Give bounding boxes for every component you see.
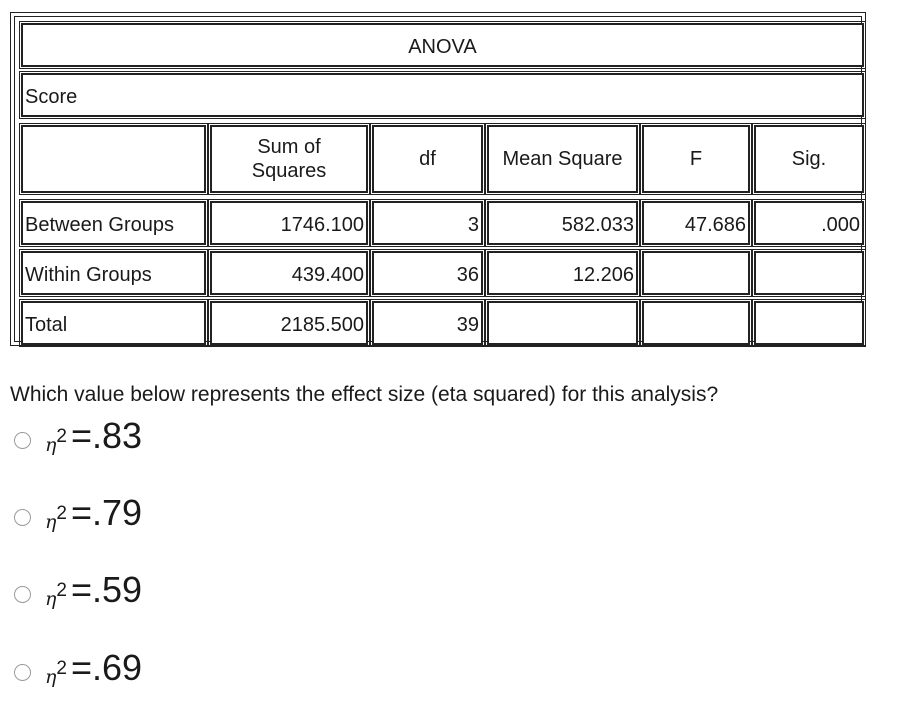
header-df: df: [372, 125, 483, 193]
cell-sig: [754, 251, 864, 295]
option-value: =.59: [70, 569, 143, 610]
cell-sig: [754, 301, 864, 345]
eta-symbol: η: [45, 666, 57, 688]
cell-ms: 582.033: [487, 201, 638, 245]
radio-button[interactable]: [14, 664, 31, 681]
cell-f: 47.686: [642, 201, 750, 245]
header-f: F: [642, 125, 750, 193]
option-value: =.69: [70, 647, 143, 688]
anova-table: [10, 12, 866, 346]
cell-f: [642, 301, 750, 345]
radio-button[interactable]: [14, 586, 31, 603]
exponent: 2: [56, 426, 67, 447]
exponent: 2: [56, 503, 67, 524]
exponent: 2: [56, 658, 67, 679]
cell-df: 39: [372, 301, 483, 345]
radio-button[interactable]: [14, 509, 31, 526]
radio-button[interactable]: [14, 432, 31, 449]
table-title: ANOVA: [21, 23, 864, 67]
cell-df: 36: [372, 251, 483, 295]
anova-table-inner: [14, 16, 862, 342]
cell-ss: 439.400: [210, 251, 368, 295]
option-value: =.83: [70, 415, 143, 456]
header-sig: Sig.: [754, 125, 864, 193]
cell-ms: 12.206: [487, 251, 638, 295]
cell-ss: 1746.100: [210, 201, 368, 245]
option-value: =.79: [70, 492, 143, 533]
question-text: Which value below represents the effect size (eta squared) for this analysis?: [10, 383, 719, 406]
cell-ss: 2185.500: [210, 301, 368, 345]
cell-f: [642, 251, 750, 295]
eta-symbol: η: [45, 588, 57, 610]
answer-option[interactable]: [14, 647, 143, 688]
eta-symbol: η: [45, 511, 57, 533]
answer-option[interactable]: [14, 415, 143, 456]
eta-symbol: η: [45, 434, 57, 456]
cell-df: 3: [372, 201, 483, 245]
row-label: Within Groups: [21, 251, 206, 295]
header-sum-of-squares: [210, 125, 368, 193]
dependent-variable-label: Score: [21, 73, 864, 117]
row-label: Between Groups: [21, 201, 206, 245]
header-empty: [21, 125, 206, 193]
cell-ms: [487, 301, 638, 345]
header-sum-of-squares-text: Sum of Squares: [251, 136, 327, 182]
header-mean-square: Mean Square: [487, 125, 638, 193]
row-label: Total: [21, 301, 206, 345]
answer-option[interactable]: [14, 492, 143, 533]
exponent: 2: [56, 580, 67, 601]
cell-sig: .000: [754, 201, 864, 245]
answer-option[interactable]: [14, 569, 143, 610]
